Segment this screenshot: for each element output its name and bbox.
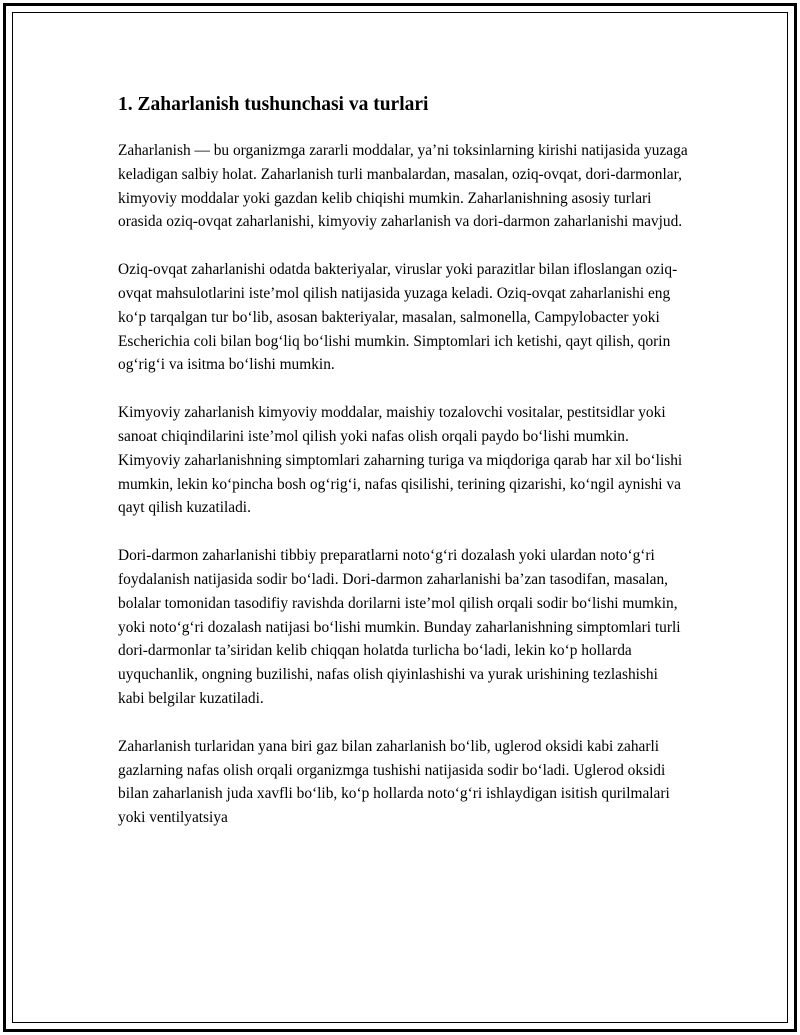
document-body — [118, 90, 688, 854]
paragraph-food-poisoning: Oziq-ovqat zaharlanishi odatda bakteriyalar, viruslar yoki parazitlar bilan ifloslangan oziq-ovqat mahsulotlarini iste’mol qilish natijasida yuzaga keladi. Oziq-ovqat zaharlanishi eng koʻp tarqalgan tur boʻlib, asosan bakteriyalar, masalan, salmonella, Campylobacter yoki Escherichia coli bilan bogʻliq boʻlishi mumkin. Simptomlari ich ketishi, qayt qilish, qorin ogʻrigʻi va isitma boʻlishi mumkin. — [118, 261, 678, 374]
paragraph-chemical-poisoning: Kimyoviy zaharlanish kimyoviy moddalar, maishiy tozalovchi vositalar, pestitsidlar yoki sanoat chiqindilarini iste’mol qilish yoki nafas olish orqali paydo boʻlishi mumkin. Kimyoviy zaharlanishning simptomlari zaharning turiga va miqdoriga qarab har xil boʻlishi mumkin, lekin koʻpincha bosh ogʻrigʻi, nafas qisilishi, terining qizarishi, koʻngil aynishi va qayt qilish kuzatiladi. — [118, 404, 683, 517]
paragraph-gas-poisoning: Zaharlanish turlaridan yana biri gaz bilan zaharlanish boʻlib, uglerod oksidi kabi zaharli gazlarning nafas olish orqali organizmga tushishi natijasida sodir boʻladi. Uglerod oksidi bilan zaharlanish juda xavfli boʻlib, koʻp hollarda notoʻgʻri ishlaydigan isitish qurilmalari yoki ventilyatsiya — [118, 737, 670, 827]
paragraph-definition: Zaharlanish — bu organizmga zararli moddalar, ya’ni toksinlarning kirishi natijasida yuzaga keladigan salbiy holat. Zaharlanish turli manbalardan, masalan, oziq-ovqat, dori-darmonlar, kimyoviy moddalar yoki gazdan kelib chiqishi mumkin. Zaharlanishning asosiy turlari orasida oziq-ovqat zaharlanishi, kimyoviy zaharlanish va dori-darmon zaharlanishi mavjud. — [118, 142, 688, 231]
section-heading: 1. Zaharlanish tushunchasi va turlari — [118, 94, 429, 115]
paragraph-drug-poisoning: Dori-darmon zaharlanishi tibbiy preparatlarni notoʻgʻri dozalash yoki ulardan notoʻgʻri foydalanish natijasida sodir boʻladi. Dori-darmon zaharlanishi ba’zan tasodifan, masalan, bolalar tomonidan tasodifiy ravishda dorilarni iste’mol qilish orqali sodir boʻlishi mumkin, yoki notoʻgʻri dozalash natijasi boʻlishi mumkin. Bunday zaharlanishning simptomlari turli dori-darmonlar ta’siridan kelib chiqqan holatda turlicha boʻladi, lekin koʻp hollarda uyquchanlik, ongning buzilishi, nafas olish qiyinlashishi va yurak urishining tezlashishi kabi belgilar kuzatiladi. — [118, 547, 681, 707]
